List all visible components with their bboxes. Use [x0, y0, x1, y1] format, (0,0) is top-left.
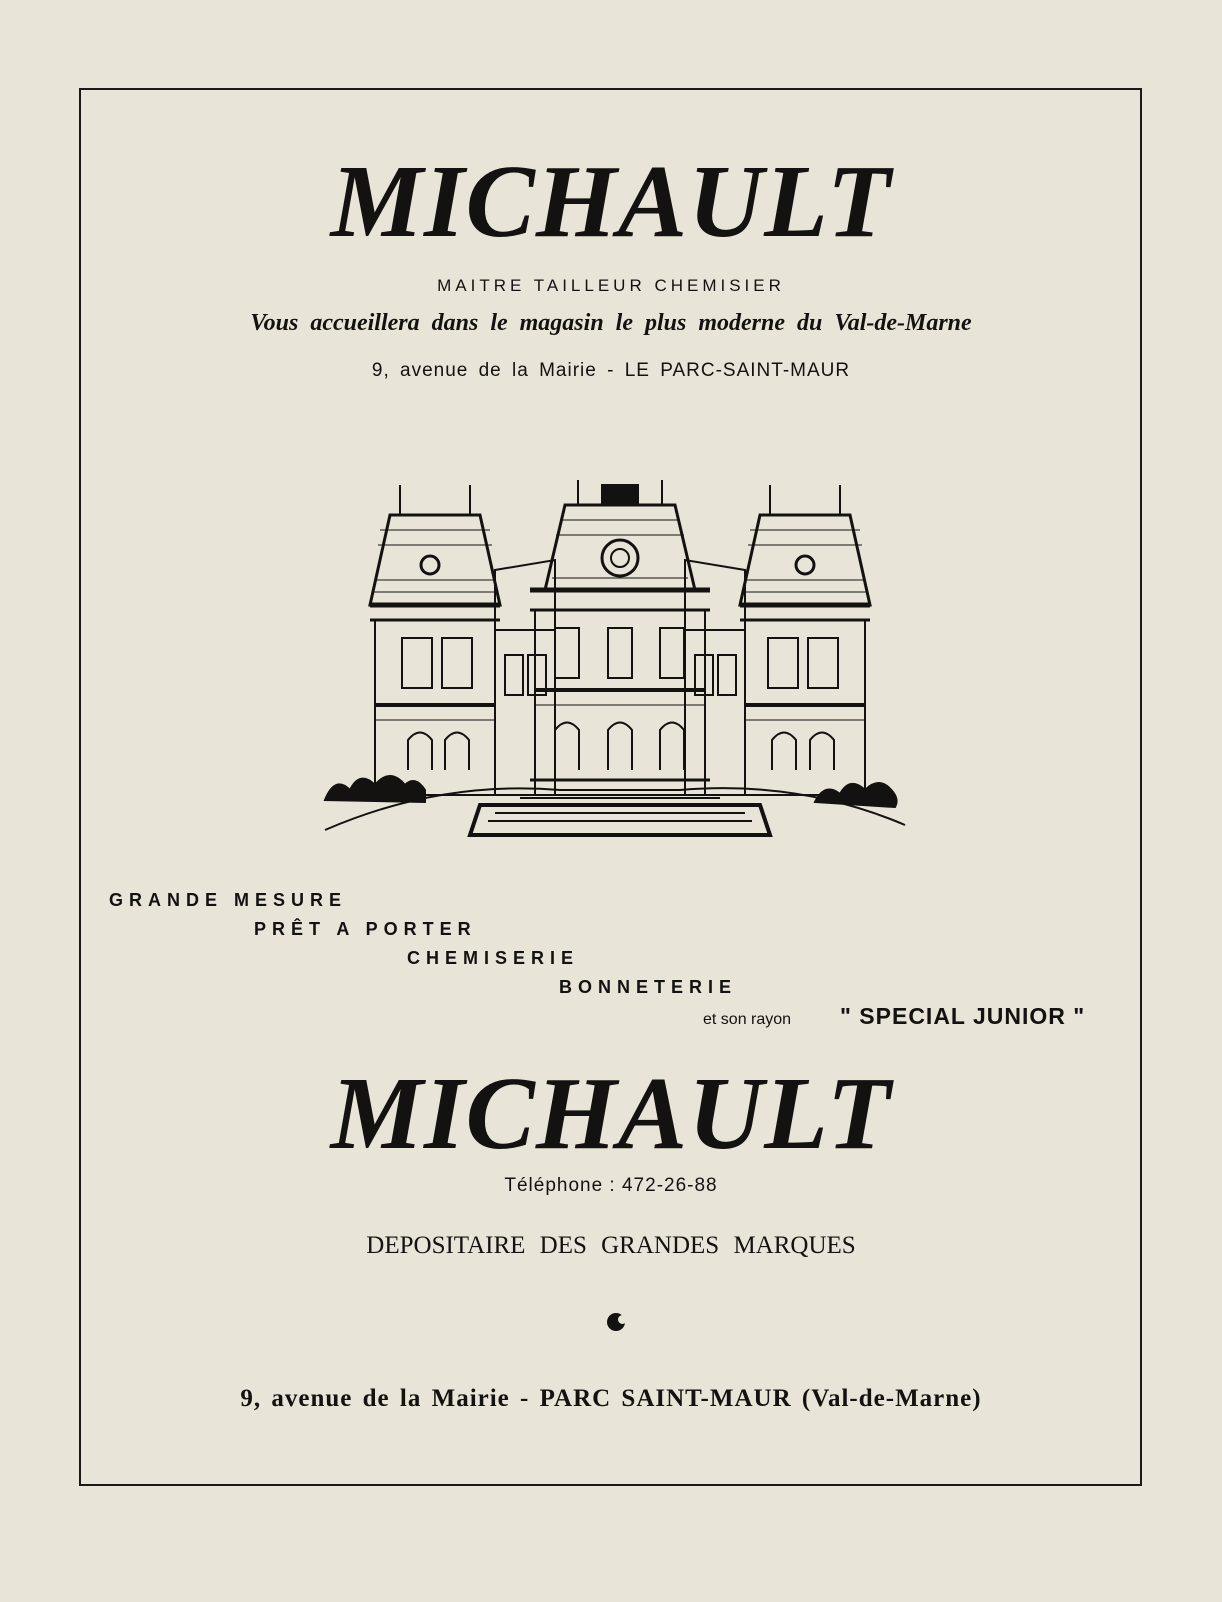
brand-title-top: MICHAULT: [330, 144, 892, 259]
address-top: 9, avenue de la Mairie - LE PARC-SAINT-MAUR: [371, 360, 851, 381]
welcome-line: Vous accueillera dans le magasin le plus moderne du Val-de-Marne: [250, 310, 972, 336]
service-chemiserie: CHEMISERIE: [407, 948, 580, 968]
tagline: MAITRE TAILLEUR CHEMISIER: [437, 276, 785, 295]
brand-title-bottom: MICHAULT: [330, 1056, 892, 1171]
crescent-ornament-icon: [607, 1313, 625, 1331]
rayon-special-junior: " SPECIAL JUNIOR ": [840, 1003, 1086, 1029]
rayon-prefix: et son rayon: [703, 1011, 792, 1028]
phone-number: Téléphone : 472-26-88: [504, 1175, 718, 1196]
service-pret-a-porter: PRÊT A PORTER: [254, 919, 477, 939]
service-grande-mesure: GRANDE MESURE: [109, 890, 348, 910]
service-bonneterie: BONNETERIE: [559, 977, 738, 997]
address-bottom: 9, avenue de la Mairie - PARC SAINT-MAUR (Val-de-Marne): [240, 1385, 982, 1412]
depositaire-line: DEPOSITAIRE DES GRANDES MARQUES: [366, 1232, 856, 1259]
mairie-building-icon: [320, 480, 920, 845]
